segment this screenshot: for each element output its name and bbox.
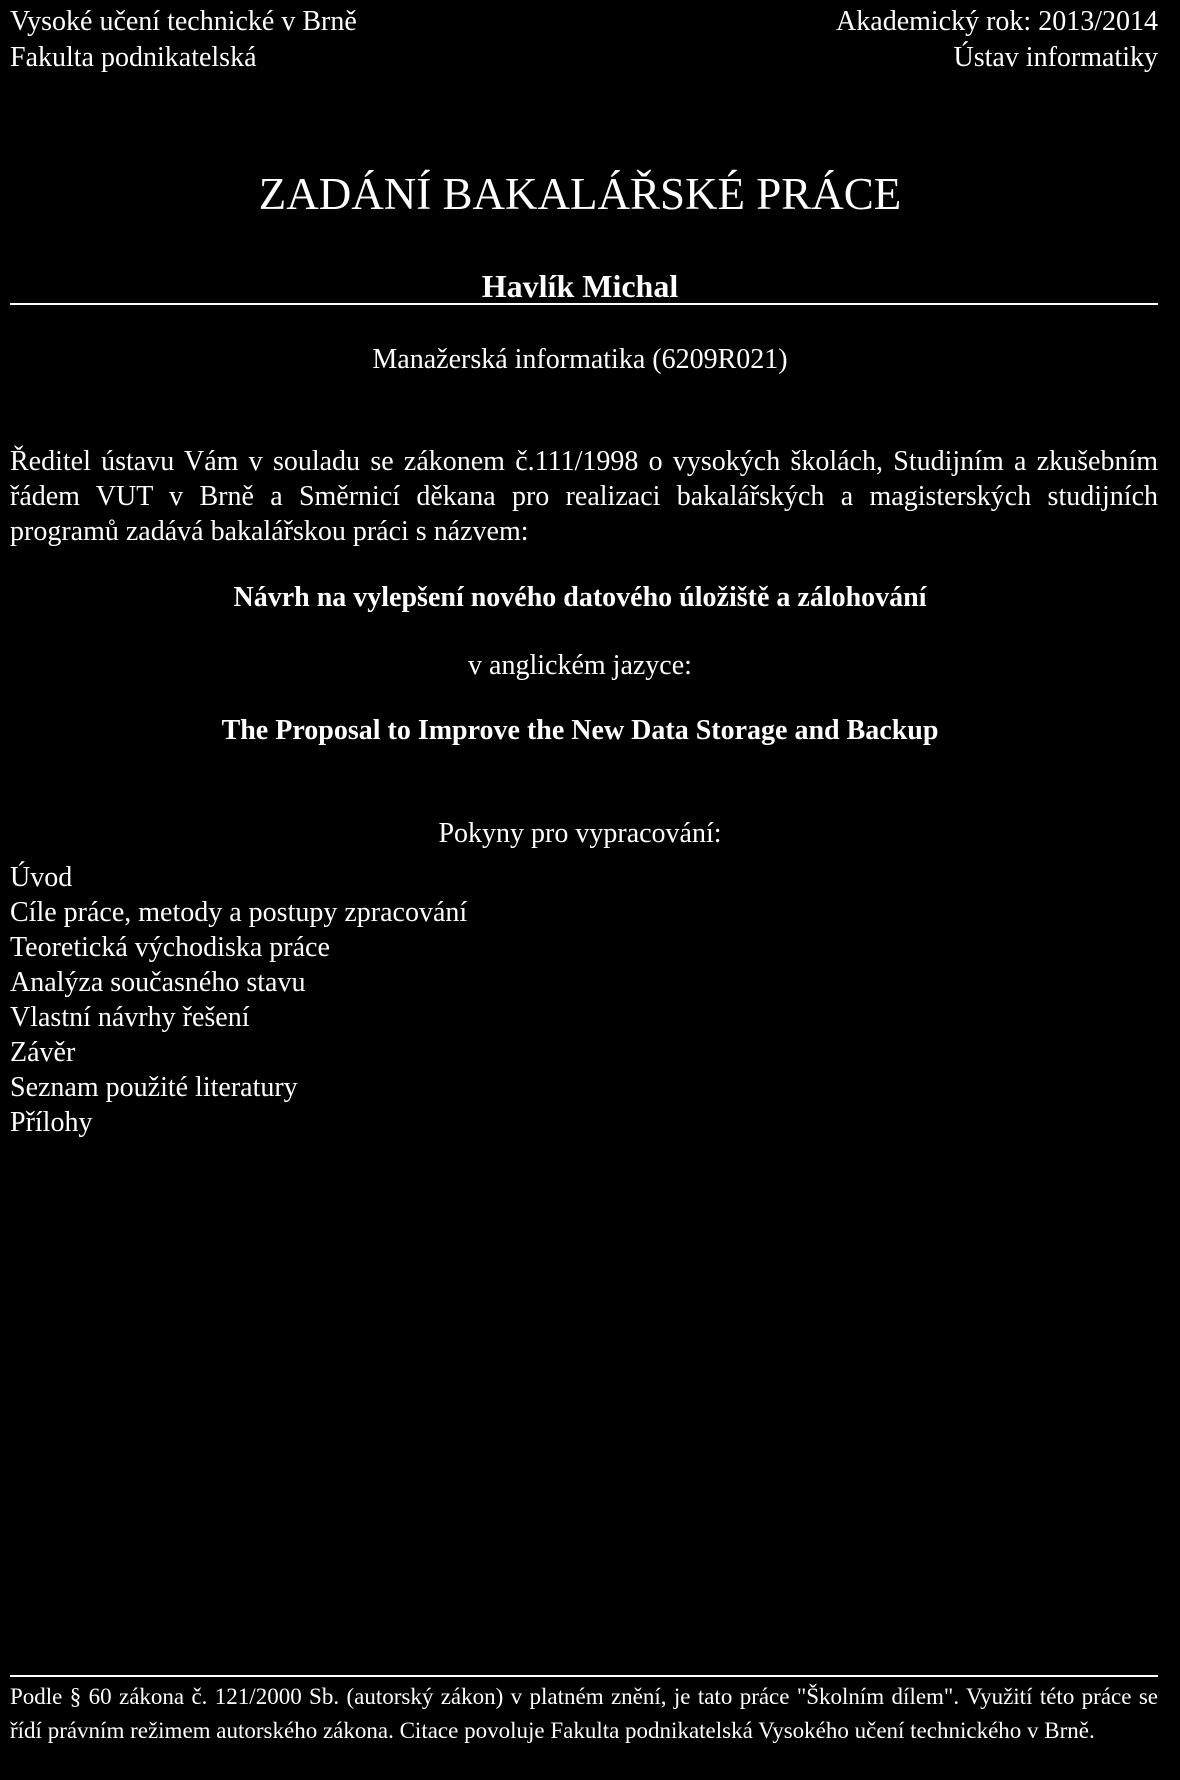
- list-item: Analýza současného stavu: [10, 967, 306, 998]
- english-label: v anglickém jazyce:: [468, 650, 692, 681]
- list-item: Vlastní návrhy řešení: [10, 1002, 250, 1033]
- list-item: Seznam použité literatury: [10, 1072, 298, 1103]
- list-item: Závěr: [10, 1037, 76, 1068]
- top-divider: [10, 303, 1158, 305]
- instructions-heading: Pokyny pro vypracování:: [438, 818, 722, 849]
- institute-name: Ústav informatiky: [953, 42, 1158, 73]
- academic-year: Akademický rok: 2013/2014: [836, 6, 1158, 37]
- faculty-name: Fakulta podnikatelská: [10, 42, 257, 73]
- intro-paragraph: Ředitel ústavu Vám v souladu se zákonem č.111/1998 o vysokých školách, Studijním a zkušebním řádem VUT v Brně a Směrnicí děkana pro realizaci bakalářských a magisterských studijních programů zadává bakalářskou práci s názvem:: [10, 446, 1158, 547]
- list-item: Cíle práce, metody a postupy zpracování: [10, 897, 468, 928]
- student-name: Havlík Michal: [481, 268, 679, 304]
- university-name: Vysoké učení technické v Brně: [10, 6, 357, 37]
- legal-notice: Podle § 60 zákona č. 121/2000 Sb. (autorský zákon) v platném znění, je tato práce "Školním dílem". Využití této práce se řídí právním režimem autorského zákona. Citace povoluje Fakulta podnikatelská Vysokého učení technického v Brně.: [10, 1684, 1158, 1743]
- thesis-title-english: The Proposal to Improve the New Data Storage and Backup: [221, 715, 939, 746]
- list-item: Přílohy: [10, 1107, 93, 1138]
- study-program: Manažerská informatika (6209R021): [372, 344, 788, 375]
- instructions-list: [10, 860, 467, 1140]
- footer-divider: [10, 1675, 1158, 1677]
- header-right: [836, 4, 1158, 76]
- list-item: Úvod: [10, 862, 73, 893]
- header-left: [10, 4, 357, 76]
- list-item: Teoretická východiska práce: [10, 932, 330, 963]
- thesis-title-czech: Návrh na vylepšení nového datového úložiště a zálohování: [233, 582, 927, 613]
- document-title: ZADÁNÍ BAKALÁŘSKÉ PRÁCE: [258, 169, 902, 219]
